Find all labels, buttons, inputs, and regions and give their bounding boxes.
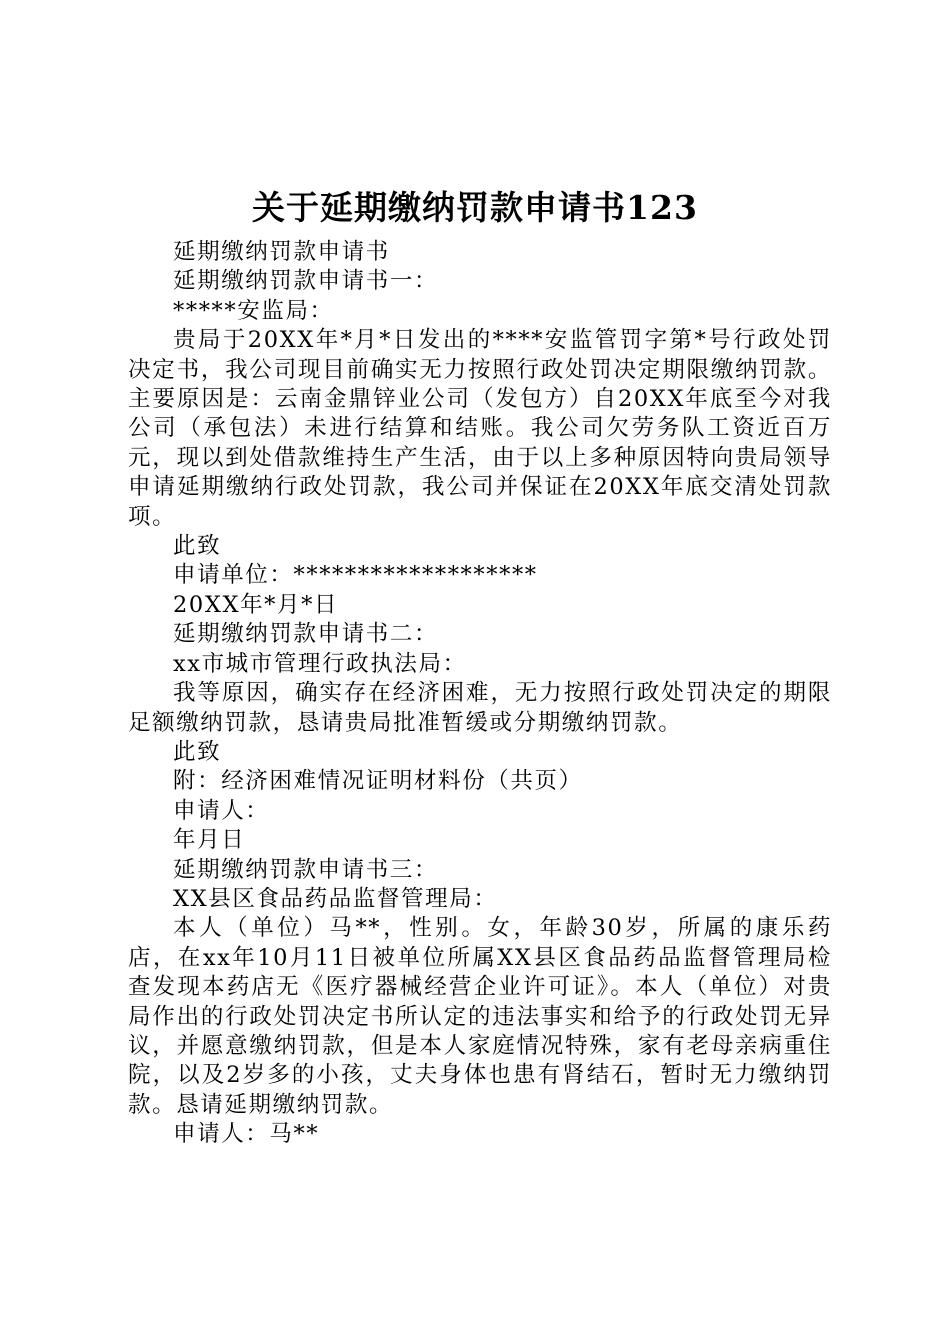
paragraph: 申请人：马** xyxy=(173,1121,320,1148)
paragraph: 贵局于20XX年*月*日发出的****安监管罚字第*号行政处罚决定书，我公司现目前确实无力按照行政处罚决定期限缴纳罚款。主要原因是：云南金鼎锌业公司（发包方）自20XX年底至今对我公司（承包法）未进行结算和结账。我公司欠劳务队工资近百万元，现以到处借款维持生产生活，由于以上多种原因特向贵局领导申请延期缴纳行政处罚款，我公司并保证在20XX年底交清处罚款项。 xyxy=(128,327,832,530)
paragraph: 我等原因，确实存在经济困难，无力按照行政处罚决定的期限足额缴纳罚款，恳请贵局批准暂缓或分期缴纳罚款。 xyxy=(128,680,832,736)
paragraph: 申请单位：******************* xyxy=(173,562,538,589)
paragraph: 申请人： xyxy=(173,797,270,824)
paragraph: *****安监局： xyxy=(173,297,334,324)
paragraph: 20XX年*月*日 xyxy=(173,591,339,618)
paragraph: XX县区食品药品监督管理局： xyxy=(173,885,498,912)
paragraph: 延期缴纳罚款申请书 xyxy=(173,239,390,265)
paragraph: 延期缴纳罚款申请书二： xyxy=(173,621,439,648)
paragraph: 附：经济困难情况证明材料份（共页） xyxy=(173,768,583,795)
paragraph: 此致 xyxy=(173,533,222,560)
paragraph: 此致 xyxy=(173,738,222,765)
document-title: 关于延期缴纳罚款申请书123 xyxy=(252,188,698,227)
document-body xyxy=(128,238,832,1150)
paragraph: 本人（单位）马**，性别。女，年龄30岁，所属的康乐药店，在xx年10月11日被单位所属XX县区食品药品监督管理局检查发现本药店无《医疗器械经营企业许可证》。本人（单位）对贵局作出的行政处罚决定书所认定的违法事实和给予的行政处罚无异议，并愿意缴纳罚款，但是本人家庭情况特殊，家有老母亲病重住院，以及2岁多的小孩，丈夫身体也患有肾结石，暂时无力缴纳罚款。恳请延期缴纳罚款。 xyxy=(128,915,832,1118)
paragraph: 年月日 xyxy=(173,827,246,854)
paragraph: 延期缴纳罚款申请书三： xyxy=(173,856,439,883)
paragraph: 延期缴纳罚款申请书一： xyxy=(173,268,439,295)
paragraph: xx市城市管理行政执法局： xyxy=(173,650,467,677)
